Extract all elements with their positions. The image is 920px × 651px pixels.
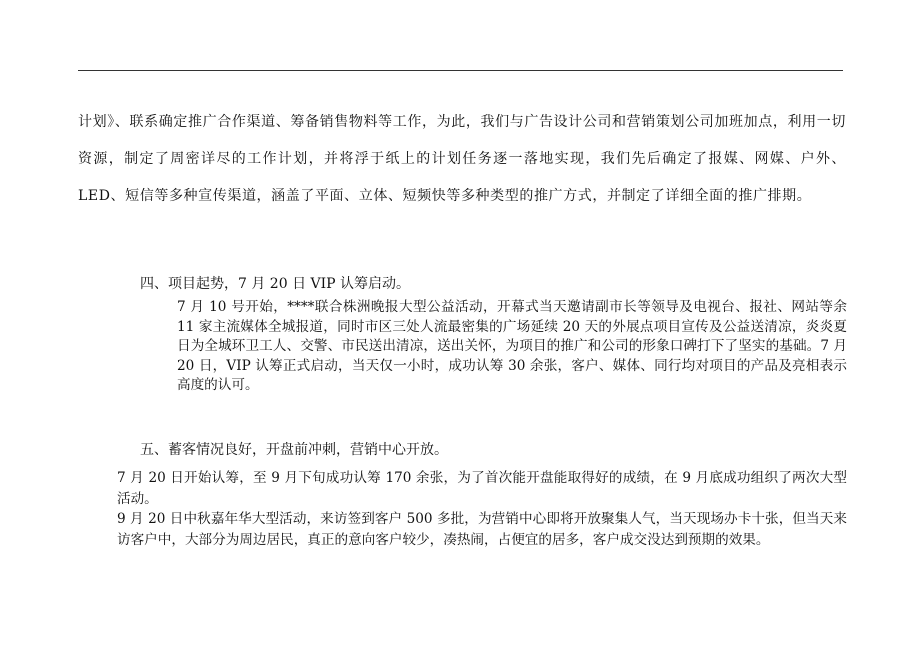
section-5-paragraph: 9 月 20 日中秋嘉年华大型活动，来访签到客户 500 多批，为营销中心即将开放聚集人气，当天现场办卡十张，但当天来访客户中，大部分为周边居民，真正的意向客户较少，凑热闹，占便宜的居多，客户成交没达到预期的效果。 <box>117 511 847 548</box>
header-rule <box>78 70 843 71</box>
section-4-body: 7 月 10 号开始，****联合株洲晚报大型公益活动，开幕式当天邀请副市长等领导及电视台、报社、网站等余 11 家主流媒体全城报道，同时市区三处人流最密集的广场延续 20 天的外展点项目宣传及公益送清凉，炎炎夏日为全城环卫工人、交警、市民送出清凉，送出关怀，为项目的推广和公司的形象口碑打下了坚实的基础。7 月 20 日，VIP 认筹正式启动，当天仅一小时，成功认筹 30 余张，客户、媒体、同行均对项目的产品及亮相表示高度的认可。 <box>177 299 847 393</box>
section-4-heading: 四、项目起势，7 月 20 日 VIP 认筹启动。 <box>140 276 411 292</box>
section-5-heading: 五、蓄客情况良好，开盘前冲刺，营销中心开放。 <box>140 442 448 458</box>
intro-paragraph: 计划》、联系确定推广合作渠道、筹备销售物料等工作，为此，我们与广告设计公司和营销策划公司加班加点，利用一切资源，制定了周密详尽的工作计划，并将浮于纸上的计划任务逐一落地实现，我们先后确定了报媒、网媒、户外、LED、短信等多种宣传渠道，涵盖了平面、立体、短频快等多种类型的推广方式，并制定了详细全面的推广排期。 <box>78 114 846 204</box>
section-5-paragraph: 7 月 20 日开始认筹，至 9 月下旬成功认筹 170 余张，为了首次能开盘能取得好的成绩，在 9 月底成功组织了两次大型活动。 <box>117 470 847 507</box>
section-5-body <box>117 468 847 550</box>
